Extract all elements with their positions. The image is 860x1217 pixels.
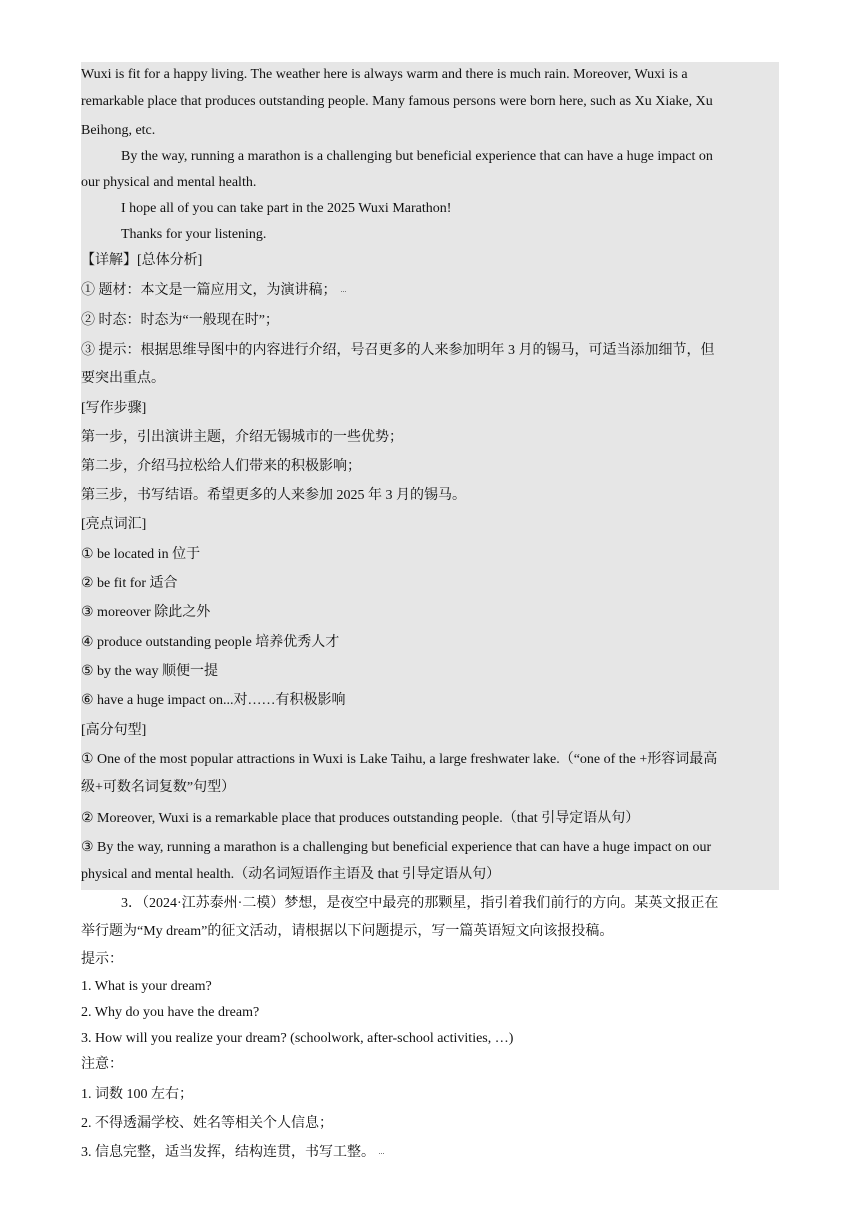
hint-item: 1. What is your dream? xyxy=(81,979,212,994)
step-item: 第二步，介绍马拉松给人们带来的积极影响； xyxy=(81,452,779,481)
note-item xyxy=(81,1138,779,1167)
analysis-item xyxy=(81,276,779,306)
vocab-item: ① be located in 位于 xyxy=(81,540,779,569)
speech-line: Beihong, etc. xyxy=(81,117,779,144)
paragraph-mark-icon xyxy=(341,290,346,292)
sentence-item: physical and mental health.（动名词短语作主语及 that 引导定语从句） xyxy=(81,862,779,890)
hint-label: 提示： xyxy=(81,952,123,967)
vocab-heading: [亮点词汇] xyxy=(81,510,779,540)
sentence-heading: [高分句型] xyxy=(81,716,779,745)
speech-line: By the way, running a marathon is a challenging but beneficial experience that can have a huge impact on xyxy=(81,144,779,170)
step-item: 第一步，引出演讲主题，介绍无锡城市的一些优势； xyxy=(81,423,779,452)
vocab-item: ⑥ have a huge impact on...对……有积极影响 xyxy=(81,686,779,716)
speech-line: Wuxi is fit for a happy living. The weather here is always warm and there is much rain. Moreover, Wuxi is a xyxy=(81,62,779,88)
speech-answer-block xyxy=(81,62,779,248)
analysis-item: ② 时态：时态为“一般现在时”； xyxy=(81,306,779,336)
speech-line: our physical and mental health. xyxy=(81,170,779,196)
hint-item: 2. Why do you have the dream? xyxy=(81,1005,260,1020)
document-page xyxy=(81,62,779,1167)
task-block xyxy=(81,891,779,1167)
question-line: 举行题为“My dream”的征文活动，请根据以下问题提示，写一篇英语短文向该报投稿。 xyxy=(81,924,614,939)
paragraph-mark-icon xyxy=(379,1152,384,1154)
note-item: 2. 不得透漏学校、姓名等相关个人信息； xyxy=(81,1116,333,1131)
speech-line: remarkable place that produces outstanding people. Many famous persons were born here, such as Xu Xiake, Xu xyxy=(81,88,779,117)
note-item-text: 3. 信息完整，适当发挥，结构连贯，书写工整。 xyxy=(81,1145,375,1160)
speech-line: I hope all of you can take part in the 2025 Wuxi Marathon! xyxy=(81,196,779,222)
analysis-block xyxy=(81,248,779,890)
hint-item: 3. How will you realize your dream? (schoolwork, after-school activities, …) xyxy=(81,1031,514,1046)
analysis-item-text: ① 题材：本文是一篇应用文，为演讲稿； xyxy=(81,283,337,298)
vocab-item: ③ moreover 除此之外 xyxy=(81,598,779,628)
sentence-item: ① One of the most popular attractions in Wuxi is Lake Taihu, a large freshwater lake.（“one of the +形容词最高 xyxy=(81,745,779,774)
sentence-item: ② Moreover, Wuxi is a remarkable place that produces outstanding people.（that 引导定语从句） xyxy=(81,804,779,833)
note-item: 1. 词数 100 左右； xyxy=(81,1087,193,1102)
vocab-item: ② be fit for 适合 xyxy=(81,569,779,598)
analysis-item: 要突出重点。 xyxy=(81,365,779,394)
vocab-item: ⑤ by the way 顺便一提 xyxy=(81,657,779,686)
steps-heading: [写作步骤] xyxy=(81,394,779,423)
sentence-item: ③ By the way, running a marathon is a challenging but beneficial experience that can have a huge impact on our xyxy=(81,833,779,862)
question-line: 3．（2024·江苏泰州·二模）梦想，是夜空中最亮的那颗星，指引着我们前行的方向。某英文报正在 xyxy=(121,896,719,911)
analysis-item: ③ 提示：根据思维导图中的内容进行介绍，号召更多的人来参加明年 3 月的锡马，可适当添加细节，但 xyxy=(81,336,779,365)
vocab-item: ④ produce outstanding people 培养优秀人才 xyxy=(81,628,779,657)
sentence-item: 级+可数名词复数”句型） xyxy=(81,774,779,804)
analysis-heading: 【详解】[总体分析] xyxy=(81,248,779,276)
step-item: 第三步，书写结语。希望更多的人来参加 2025 年 3 月的锡马。 xyxy=(81,481,779,510)
note-label: 注意： xyxy=(81,1057,123,1072)
speech-line: Thanks for your listening. xyxy=(81,222,779,248)
